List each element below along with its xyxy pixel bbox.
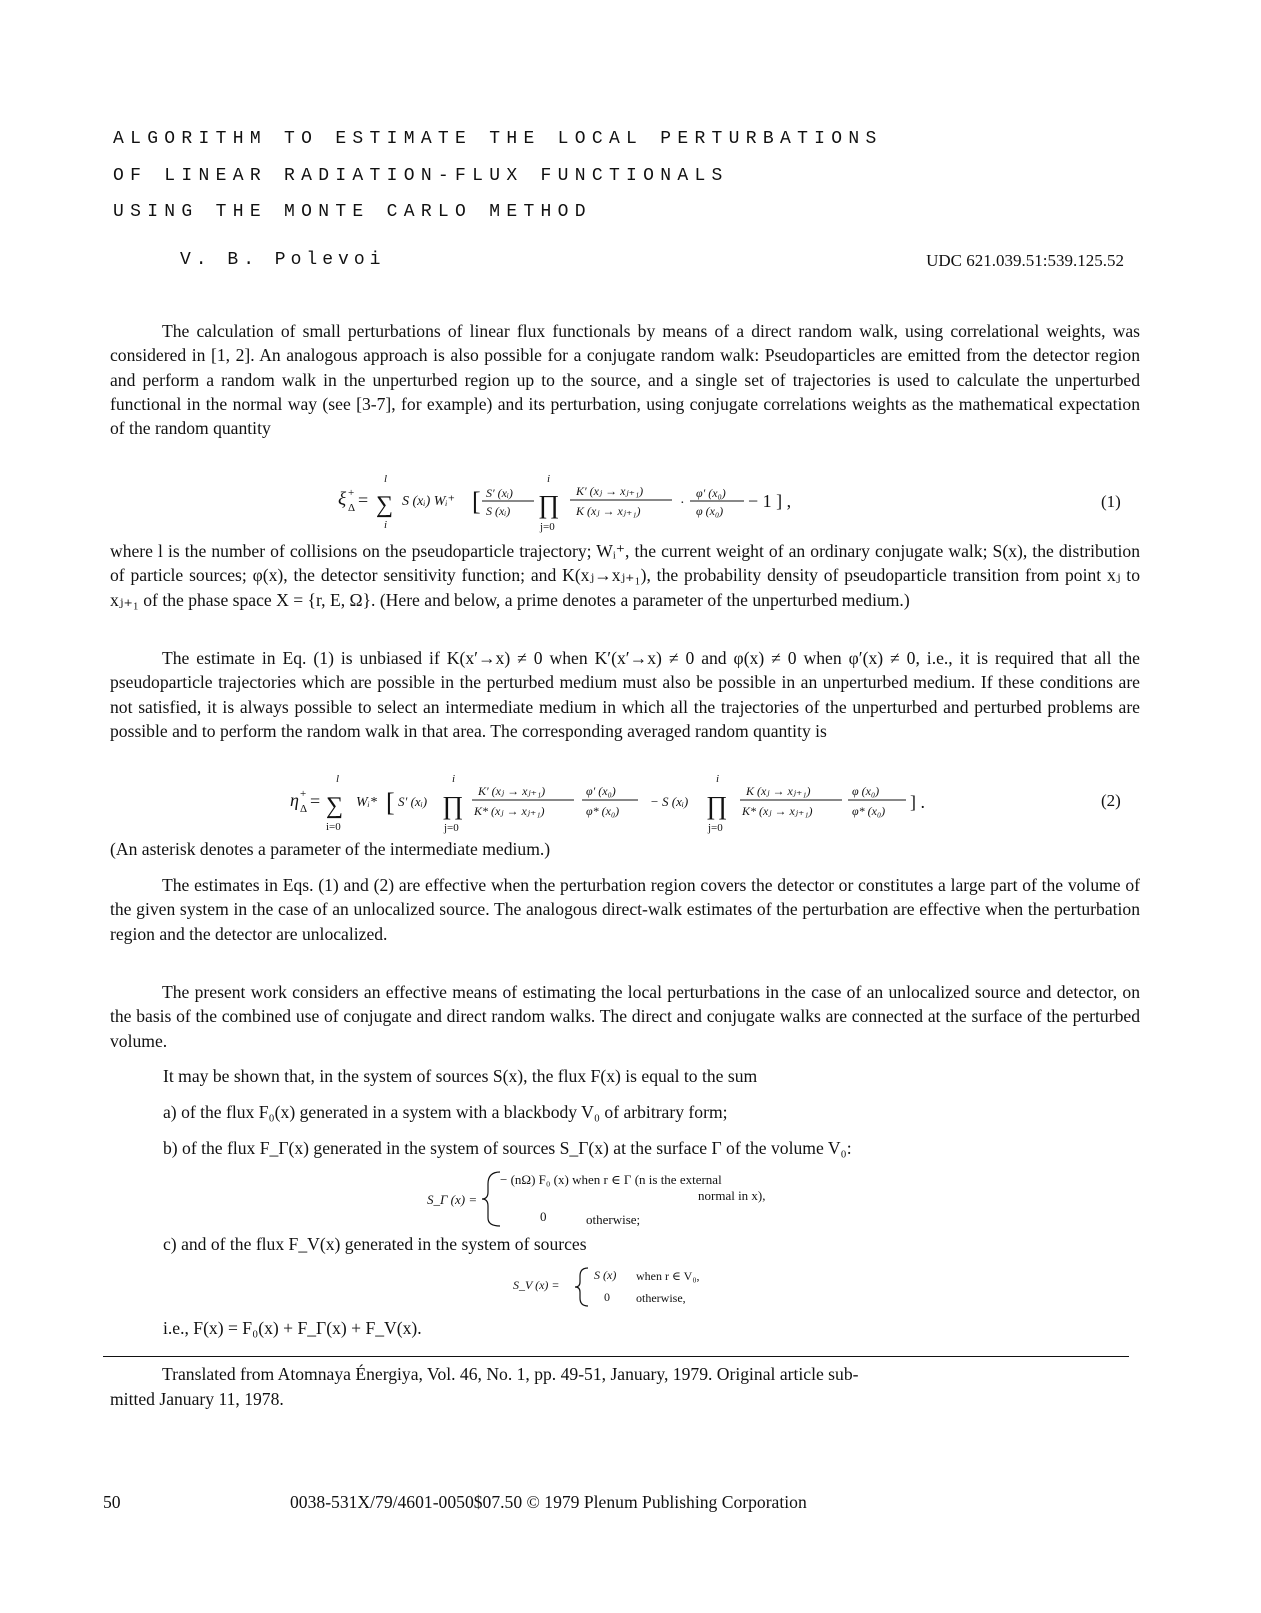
paragraph-unbiased: The estimate in Eq. (1) is unbiased if K(x′→x) ≠ 0 when K′(x′→x) ≠ 0 and φ(x) ≠ 0 when φ′(x) ≠ 0, i.e., it is required that all the pseudoparticle trajectories which are possible in the perturbed medium must also be possible in an unperturbed medium. If these conditions are not satisfied, it is always possible to select an intermediate medium in which all the trajectories of the unperturbed and perturbed problems are possible and to perform the random walk in that area. The corresponding averaged random quantity is: [110, 648, 1140, 741]
footnote-rule: [103, 1356, 1129, 1357]
translation-note-line-2: mitted January 11, 1978.: [110, 1389, 284, 1409]
eq-sv-brace: [575, 1268, 588, 1306]
eq1-prod-lower: j=0: [540, 521, 555, 533]
title-line-1: ALGORITHM TO ESTIMATE THE LOCAL PERTURBATIONS: [113, 129, 883, 149]
eq2-sum-sign: ∑: [326, 793, 344, 819]
eq1-lhs-sup: +: [348, 487, 355, 499]
title-line-3: USING THE MONTE CARLO METHOD: [113, 202, 592, 222]
paragraph-definitions: where l is the number of collisions on the pseudoparticle trajectory; Wᵢ⁺, the current weight of an ordinary conjugate walk; S(x), the distribution of particle sources; φ(x), the detector sensitivity function; and K(xⱼ→xⱼ₊₁), the probability density of pseudoparticle transition from point xⱼ to xⱼ₊₁ of the phase space X = {r, E, Ω}. (Here and below, a prime denotes a parameter of the unperturbed medium.): [110, 541, 1140, 610]
eq2-s2-term: − S (xᵢ): [650, 794, 689, 809]
eq2-prod2-lower: j=0: [708, 822, 723, 834]
eq-sv-case1-value: S (x): [594, 1268, 617, 1282]
eq2-number: (2): [1101, 791, 1121, 810]
eq1-number: (1): [1101, 492, 1121, 511]
eq-sgamma-lhs: S_Γ (x) =: [427, 1192, 478, 1207]
eq-sgamma-case2-value: 0: [540, 1209, 547, 1224]
equation-2: [0, 770, 1261, 832]
eq1-sum-upper: l: [384, 473, 388, 485]
eq2-f3-num: K (xⱼ → xⱼ₊₁): [746, 784, 811, 798]
equation-s-gamma: [0, 1166, 1261, 1232]
eq2-w-term: Wᵢ*: [356, 795, 377, 810]
paragraph-asterisk: (An asterisk denotes a parameter of the intermediate medium.): [110, 839, 551, 859]
paragraph-effective: The estimates in Eqs. (1) and (2) are effective when the perturbation region covers the detector or constitutes a large part of the volume of the given system in the case of an unlocalized source. The analogous direct-walk estimates of the perturbation are effective when the perturbation region and the detector are unlocalized.: [110, 875, 1140, 944]
svg-text:·: ·: [680, 496, 685, 511]
eq-sv-lhs: S_V (x) =: [513, 1278, 560, 1292]
eq1-lhs-sub: Δ: [348, 502, 356, 514]
svg-text:=: =: [358, 490, 369, 510]
eq-sv-case1-cond: when r ∈ V₀,: [636, 1269, 700, 1283]
eq2-sum-lower: i=0: [326, 821, 341, 833]
eq2-sum-upper: l: [336, 773, 340, 785]
eq1-prod-upper: i: [547, 473, 551, 485]
list-item-a: a) of the flux F₀(x) generated in a system with a blackbody V₀ of arbitrary form;: [163, 1102, 728, 1122]
list-item-c: c) and of the flux F_V(x) generated in the system of sources: [163, 1234, 587, 1254]
flux-sum-equation: i.e., F(x) = F₀(x) + F_Γ(x) + F_V(x).: [163, 1318, 422, 1338]
eq1-frac2-den: K (xⱼ → xⱼ₊₁): [576, 504, 641, 518]
eq2-prod1-lower: j=0: [444, 822, 459, 834]
list-item-b: b) of the flux F_Γ(x) generated in the system of sources S_Γ(x) at the surface Γ of the volume V₀:: [163, 1138, 852, 1158]
paragraph-intro: The calculation of small perturbations of linear flux functionals by means of a direct random walk, using correlational weights, was considered in [1, 2]. An analogous approach is also possible for a conjugate random walk: Pseudoparticles are emitted from the detector region and perform a random walk in the unperturbed region up to the source, and a single set of trajectories is used to calculate the unperturbed functional in the normal way (see [3-7], for example) and its perturbation, using conjugate correlations weights as the mathematical expectation of the random quantity: [110, 321, 1140, 439]
eq-sv-case2-value: 0: [604, 1290, 610, 1304]
copyright-line: 0038-531X/79/4601-0050$07.50 © 1979 Plenum Publishing Corporation: [290, 1492, 807, 1512]
eq2-prod2-sign: ∏: [706, 791, 728, 820]
eq1-frac1-den: S (xᵢ): [486, 504, 511, 518]
equation-s-v: [0, 1262, 1261, 1312]
eq2-s1-term: S′ (xᵢ): [398, 794, 428, 809]
eq2-prod2-upper: i: [716, 773, 720, 785]
eq2-f2-num: φ′ (x₀): [586, 784, 616, 798]
eq1-lhs: ξ: [338, 489, 347, 510]
eq1-tail: − 1 ] ,: [748, 491, 792, 511]
eq-sv-case2-cond: otherwise,: [636, 1291, 686, 1305]
eq-sgamma-case1: − (nΩ) F₀ (x) when r ∈ Γ (n is the external: [500, 1172, 722, 1187]
title-line-2: OF LINEAR RADIATION-FLUX FUNCTIONALS: [113, 166, 729, 186]
svg-text:=: =: [310, 791, 321, 811]
paragraph-present-work: The present work considers an effective means of estimating the local perturbations in the case of an unlocalized source and detector, on the basis of the combined use of conjugate and direct random walks. The direct and conjugate walks are connected at the surface of the perturbed volume.: [110, 982, 1140, 1051]
eq2-f4-num: φ (x₀): [852, 784, 880, 798]
eq2-lhs: η: [290, 790, 299, 810]
eq2-f4-den: φ* (x₀): [852, 804, 886, 818]
eq-sgamma-case1b: normal in x),: [698, 1188, 766, 1203]
eq1-frac1-num: S′ (xᵢ): [486, 486, 513, 500]
eq-sgamma-case2-cond: otherwise;: [586, 1212, 641, 1227]
eq1-bracket-open: [: [472, 487, 481, 516]
eq1-sum-sign: ∑: [376, 492, 394, 518]
eq2-lhs-sup: +: [300, 788, 307, 800]
eq2-prod1-sign: ∏: [442, 791, 464, 820]
eq2-prod1-upper: i: [452, 773, 456, 785]
eq-sgamma-brace: [482, 1172, 500, 1226]
eq2-f1-den: K* (xⱼ → xⱼ₊₁): [474, 804, 545, 818]
udc-code: UDC 621.039.51:539.125.52: [926, 251, 1124, 270]
eq1-sum-lower: i: [384, 519, 388, 531]
eq1-frac3-den: φ (x₀): [696, 504, 724, 518]
page-number: 50: [103, 1492, 121, 1512]
eq2-lhs-sub: Δ: [300, 803, 308, 815]
author-name: V. B. Polevoi: [180, 250, 386, 270]
eq2-f2-den: φ* (x₀): [586, 804, 620, 818]
translation-note-line-1: Translated from Atomnaya Énergiya, Vol. 46, No. 1, pp. 49-51, January, 1979. Original article sub-: [162, 1364, 859, 1384]
eq1-prod-sign: ∏: [538, 490, 560, 519]
eq1-frac2-num: K′ (xⱼ → xⱼ₊₁): [576, 484, 644, 498]
svg-text:[: [: [386, 788, 395, 817]
paragraph-flux-sum: It may be shown that, in the system of sources S(x), the flux F(x) is equal to the sum: [163, 1066, 758, 1086]
eq1-frac3-num: φ′ (x₀): [696, 486, 726, 500]
eq2-f3-den: K* (xⱼ → xⱼ₊₁): [742, 804, 813, 818]
equation-1: [0, 470, 1261, 532]
eq1-s-term: S (xᵢ) Wᵢ⁺: [402, 494, 456, 509]
eq2-f1-num: K′ (xⱼ → xⱼ₊₁): [478, 784, 546, 798]
eq2-tail: ] .: [910, 792, 925, 812]
